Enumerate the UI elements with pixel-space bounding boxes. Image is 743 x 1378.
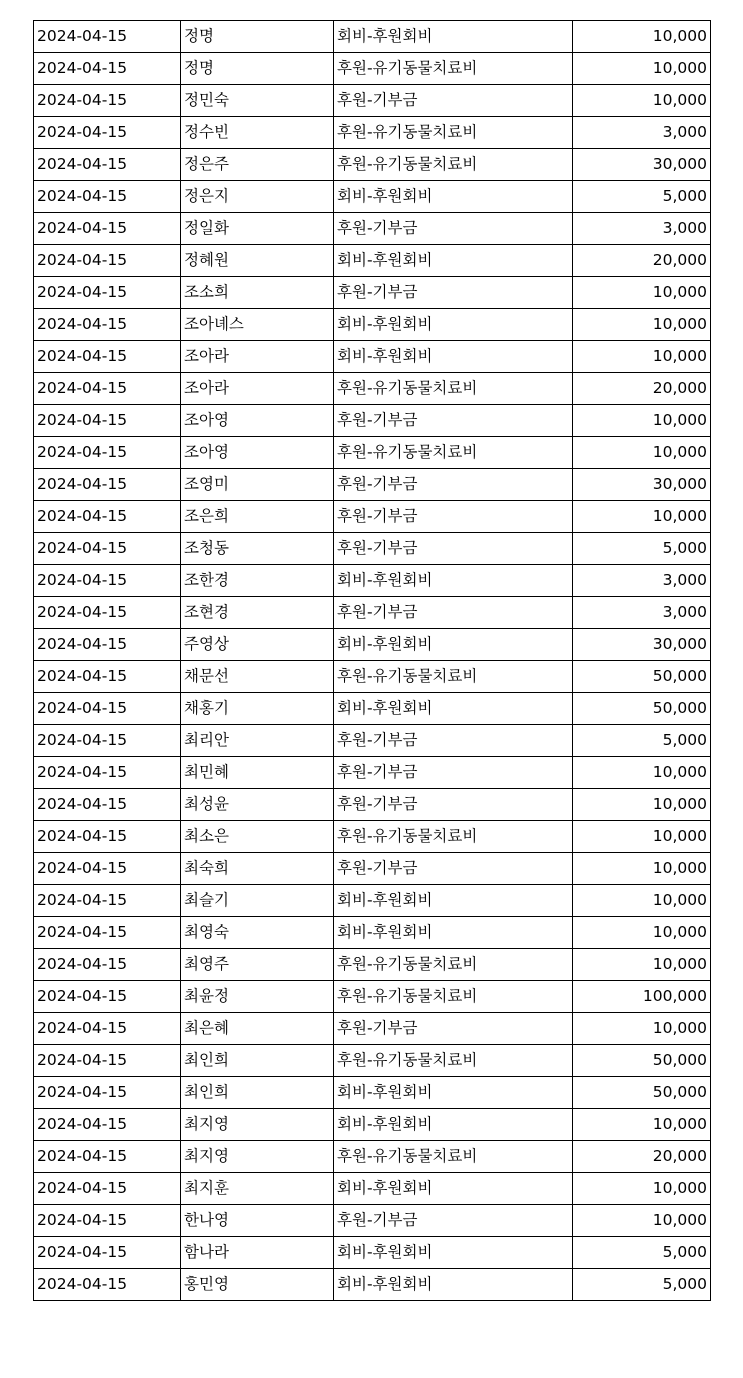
- donor-name-cell: 조소희: [181, 277, 334, 309]
- category-cell: 후원-유기동물치료비: [334, 821, 573, 853]
- table-row: [34, 597, 711, 629]
- category-cell: 회비-후원회비: [334, 1173, 573, 1205]
- date-cell: 2024-04-15: [34, 661, 181, 693]
- table-row: [34, 309, 711, 341]
- table-row: [34, 149, 711, 181]
- table-row: [34, 1141, 711, 1173]
- category-cell: 후원-기부금: [334, 213, 573, 245]
- date-cell: 2024-04-15: [34, 1077, 181, 1109]
- donor-name-cell: 주영상: [181, 629, 334, 661]
- category-cell: 후원-기부금: [334, 277, 573, 309]
- category-cell: 후원-기부금: [334, 405, 573, 437]
- category-cell: 회비-후원회비: [334, 341, 573, 373]
- amount-cell: 50,000: [573, 1045, 711, 1077]
- donor-name-cell: 조아영: [181, 437, 334, 469]
- amount-cell: 10,000: [573, 405, 711, 437]
- donor-name-cell: 최인희: [181, 1077, 334, 1109]
- category-cell: 회비-후원회비: [334, 181, 573, 213]
- date-cell: 2024-04-15: [34, 629, 181, 661]
- table-row: [34, 853, 711, 885]
- date-cell: 2024-04-15: [34, 757, 181, 789]
- table-row: [34, 1205, 711, 1237]
- amount-cell: 3,000: [573, 117, 711, 149]
- donation-ledger-table: [33, 20, 711, 1301]
- category-cell: 후원-기부금: [334, 1205, 573, 1237]
- donor-name-cell: 조아라: [181, 373, 334, 405]
- category-cell: 후원-유기동물치료비: [334, 373, 573, 405]
- date-cell: 2024-04-15: [34, 725, 181, 757]
- donor-name-cell: 최숙희: [181, 853, 334, 885]
- date-cell: 2024-04-15: [34, 789, 181, 821]
- table-row: [34, 437, 711, 469]
- category-cell: 회비-후원회비: [334, 885, 573, 917]
- donor-name-cell: 최지영: [181, 1109, 334, 1141]
- table-row: [34, 1109, 711, 1141]
- category-cell: 회비-후원회비: [334, 693, 573, 725]
- category-cell: 후원-유기동물치료비: [334, 661, 573, 693]
- date-cell: 2024-04-15: [34, 1173, 181, 1205]
- date-cell: 2024-04-15: [34, 405, 181, 437]
- amount-cell: 10,000: [573, 949, 711, 981]
- amount-cell: 10,000: [573, 85, 711, 117]
- donor-name-cell: 조아녜스: [181, 309, 334, 341]
- category-cell: 후원-기부금: [334, 85, 573, 117]
- date-cell: 2024-04-15: [34, 533, 181, 565]
- amount-cell: 5,000: [573, 533, 711, 565]
- category-cell: 회비-후원회비: [334, 1077, 573, 1109]
- date-cell: 2024-04-15: [34, 277, 181, 309]
- category-cell: 후원-유기동물치료비: [334, 149, 573, 181]
- ledger-body: [34, 21, 711, 1301]
- amount-cell: 50,000: [573, 1077, 711, 1109]
- table-row: [34, 981, 711, 1013]
- table-row: [34, 725, 711, 757]
- date-cell: 2024-04-15: [34, 341, 181, 373]
- date-cell: 2024-04-15: [34, 981, 181, 1013]
- table-row: [34, 789, 711, 821]
- date-cell: 2024-04-15: [34, 1237, 181, 1269]
- table-row: [34, 181, 711, 213]
- amount-cell: 10,000: [573, 341, 711, 373]
- donor-name-cell: 최소은: [181, 821, 334, 853]
- amount-cell: 10,000: [573, 277, 711, 309]
- table-row: [34, 85, 711, 117]
- category-cell: 회비-후원회비: [334, 565, 573, 597]
- date-cell: 2024-04-15: [34, 245, 181, 277]
- amount-cell: 10,000: [573, 1109, 711, 1141]
- donor-name-cell: 조영미: [181, 469, 334, 501]
- date-cell: 2024-04-15: [34, 1141, 181, 1173]
- category-cell: 후원-유기동물치료비: [334, 949, 573, 981]
- amount-cell: 10,000: [573, 501, 711, 533]
- donor-name-cell: 조현경: [181, 597, 334, 629]
- amount-cell: 100,000: [573, 981, 711, 1013]
- table-row: [34, 21, 711, 53]
- date-cell: 2024-04-15: [34, 469, 181, 501]
- amount-cell: 10,000: [573, 885, 711, 917]
- donor-name-cell: 정명: [181, 21, 334, 53]
- category-cell: 회비-후원회비: [334, 1269, 573, 1301]
- donor-name-cell: 홍민영: [181, 1269, 334, 1301]
- category-cell: 회비-후원회비: [334, 629, 573, 661]
- category-cell: 후원-기부금: [334, 757, 573, 789]
- amount-cell: 5,000: [573, 1269, 711, 1301]
- date-cell: 2024-04-15: [34, 309, 181, 341]
- category-cell: 회비-후원회비: [334, 917, 573, 949]
- date-cell: 2024-04-15: [34, 565, 181, 597]
- date-cell: 2024-04-15: [34, 437, 181, 469]
- table-row: [34, 373, 711, 405]
- amount-cell: 10,000: [573, 21, 711, 53]
- amount-cell: 10,000: [573, 853, 711, 885]
- category-cell: 후원-유기동물치료비: [334, 437, 573, 469]
- date-cell: 2024-04-15: [34, 917, 181, 949]
- table-row: [34, 501, 711, 533]
- category-cell: 후원-기부금: [334, 501, 573, 533]
- category-cell: 회비-후원회비: [334, 245, 573, 277]
- date-cell: 2024-04-15: [34, 1045, 181, 1077]
- category-cell: 후원-기부금: [334, 469, 573, 501]
- donor-name-cell: 정민숙: [181, 85, 334, 117]
- table-row: [34, 277, 711, 309]
- amount-cell: 30,000: [573, 149, 711, 181]
- donor-name-cell: 함나라: [181, 1237, 334, 1269]
- category-cell: 회비-후원회비: [334, 21, 573, 53]
- amount-cell: 10,000: [573, 917, 711, 949]
- donor-name-cell: 조아영: [181, 405, 334, 437]
- donor-name-cell: 최지영: [181, 1141, 334, 1173]
- donor-name-cell: 최슬기: [181, 885, 334, 917]
- date-cell: 2024-04-15: [34, 885, 181, 917]
- table-row: [34, 1077, 711, 1109]
- date-cell: 2024-04-15: [34, 117, 181, 149]
- amount-cell: 20,000: [573, 245, 711, 277]
- amount-cell: 10,000: [573, 437, 711, 469]
- table-row: [34, 1269, 711, 1301]
- category-cell: 후원-유기동물치료비: [334, 1141, 573, 1173]
- donor-name-cell: 정수빈: [181, 117, 334, 149]
- donor-name-cell: 조한경: [181, 565, 334, 597]
- amount-cell: 50,000: [573, 661, 711, 693]
- date-cell: 2024-04-15: [34, 501, 181, 533]
- category-cell: 후원-기부금: [334, 725, 573, 757]
- table-row: [34, 629, 711, 661]
- donor-name-cell: 최인희: [181, 1045, 334, 1077]
- date-cell: 2024-04-15: [34, 181, 181, 213]
- amount-cell: 10,000: [573, 757, 711, 789]
- amount-cell: 10,000: [573, 789, 711, 821]
- category-cell: 회비-후원회비: [334, 1237, 573, 1269]
- amount-cell: 10,000: [573, 821, 711, 853]
- donor-name-cell: 최민혜: [181, 757, 334, 789]
- table-row: [34, 533, 711, 565]
- table-row: [34, 757, 711, 789]
- date-cell: 2024-04-15: [34, 1013, 181, 1045]
- donor-name-cell: 최리안: [181, 725, 334, 757]
- donor-name-cell: 최영숙: [181, 917, 334, 949]
- category-cell: 회비-후원회비: [334, 309, 573, 341]
- amount-cell: 20,000: [573, 1141, 711, 1173]
- date-cell: 2024-04-15: [34, 693, 181, 725]
- date-cell: 2024-04-15: [34, 597, 181, 629]
- donor-name-cell: 정일화: [181, 213, 334, 245]
- category-cell: 후원-기부금: [334, 533, 573, 565]
- category-cell: 후원-유기동물치료비: [334, 117, 573, 149]
- table-row: [34, 917, 711, 949]
- date-cell: 2024-04-15: [34, 949, 181, 981]
- donor-name-cell: 채문선: [181, 661, 334, 693]
- amount-cell: 3,000: [573, 565, 711, 597]
- amount-cell: 5,000: [573, 725, 711, 757]
- table-row: [34, 949, 711, 981]
- date-cell: 2024-04-15: [34, 213, 181, 245]
- donor-name-cell: 최지훈: [181, 1173, 334, 1205]
- category-cell: 후원-유기동물치료비: [334, 981, 573, 1013]
- date-cell: 2024-04-15: [34, 821, 181, 853]
- donor-name-cell: 최은혜: [181, 1013, 334, 1045]
- table-row: [34, 661, 711, 693]
- table-row: [34, 1237, 711, 1269]
- donor-name-cell: 조아라: [181, 341, 334, 373]
- category-cell: 후원-기부금: [334, 597, 573, 629]
- date-cell: 2024-04-15: [34, 853, 181, 885]
- donor-name-cell: 한나영: [181, 1205, 334, 1237]
- amount-cell: 3,000: [573, 213, 711, 245]
- date-cell: 2024-04-15: [34, 1205, 181, 1237]
- table-row: [34, 53, 711, 85]
- category-cell: 회비-후원회비: [334, 1109, 573, 1141]
- date-cell: 2024-04-15: [34, 1269, 181, 1301]
- amount-cell: 5,000: [573, 1237, 711, 1269]
- table-row: [34, 1045, 711, 1077]
- date-cell: 2024-04-15: [34, 373, 181, 405]
- donor-name-cell: 최영주: [181, 949, 334, 981]
- donor-name-cell: 정혜원: [181, 245, 334, 277]
- category-cell: 후원-유기동물치료비: [334, 1045, 573, 1077]
- date-cell: 2024-04-15: [34, 21, 181, 53]
- date-cell: 2024-04-15: [34, 149, 181, 181]
- amount-cell: 10,000: [573, 1013, 711, 1045]
- amount-cell: 20,000: [573, 373, 711, 405]
- donor-name-cell: 조청동: [181, 533, 334, 565]
- donor-name-cell: 채홍기: [181, 693, 334, 725]
- amount-cell: 10,000: [573, 53, 711, 85]
- table-row: [34, 1013, 711, 1045]
- donor-name-cell: 정은지: [181, 181, 334, 213]
- amount-cell: 30,000: [573, 629, 711, 661]
- date-cell: 2024-04-15: [34, 1109, 181, 1141]
- category-cell: 후원-기부금: [334, 1013, 573, 1045]
- amount-cell: 5,000: [573, 181, 711, 213]
- category-cell: 후원-유기동물치료비: [334, 53, 573, 85]
- category-cell: 후원-기부금: [334, 789, 573, 821]
- date-cell: 2024-04-15: [34, 53, 181, 85]
- amount-cell: 30,000: [573, 469, 711, 501]
- table-row: [34, 885, 711, 917]
- donor-name-cell: 정명: [181, 53, 334, 85]
- table-row: [34, 405, 711, 437]
- amount-cell: 10,000: [573, 309, 711, 341]
- table-row: [34, 821, 711, 853]
- table-row: [34, 469, 711, 501]
- table-row: [34, 1173, 711, 1205]
- amount-cell: 10,000: [573, 1173, 711, 1205]
- date-cell: 2024-04-15: [34, 85, 181, 117]
- amount-cell: 50,000: [573, 693, 711, 725]
- table-row: [34, 565, 711, 597]
- table-row: [34, 341, 711, 373]
- table-row: [34, 117, 711, 149]
- amount-cell: 10,000: [573, 1205, 711, 1237]
- donor-name-cell: 최성윤: [181, 789, 334, 821]
- donor-name-cell: 최윤정: [181, 981, 334, 1013]
- table-row: [34, 213, 711, 245]
- table-row: [34, 693, 711, 725]
- category-cell: 후원-기부금: [334, 853, 573, 885]
- donor-name-cell: 정은주: [181, 149, 334, 181]
- donor-name-cell: 조은희: [181, 501, 334, 533]
- table-row: [34, 245, 711, 277]
- amount-cell: 3,000: [573, 597, 711, 629]
